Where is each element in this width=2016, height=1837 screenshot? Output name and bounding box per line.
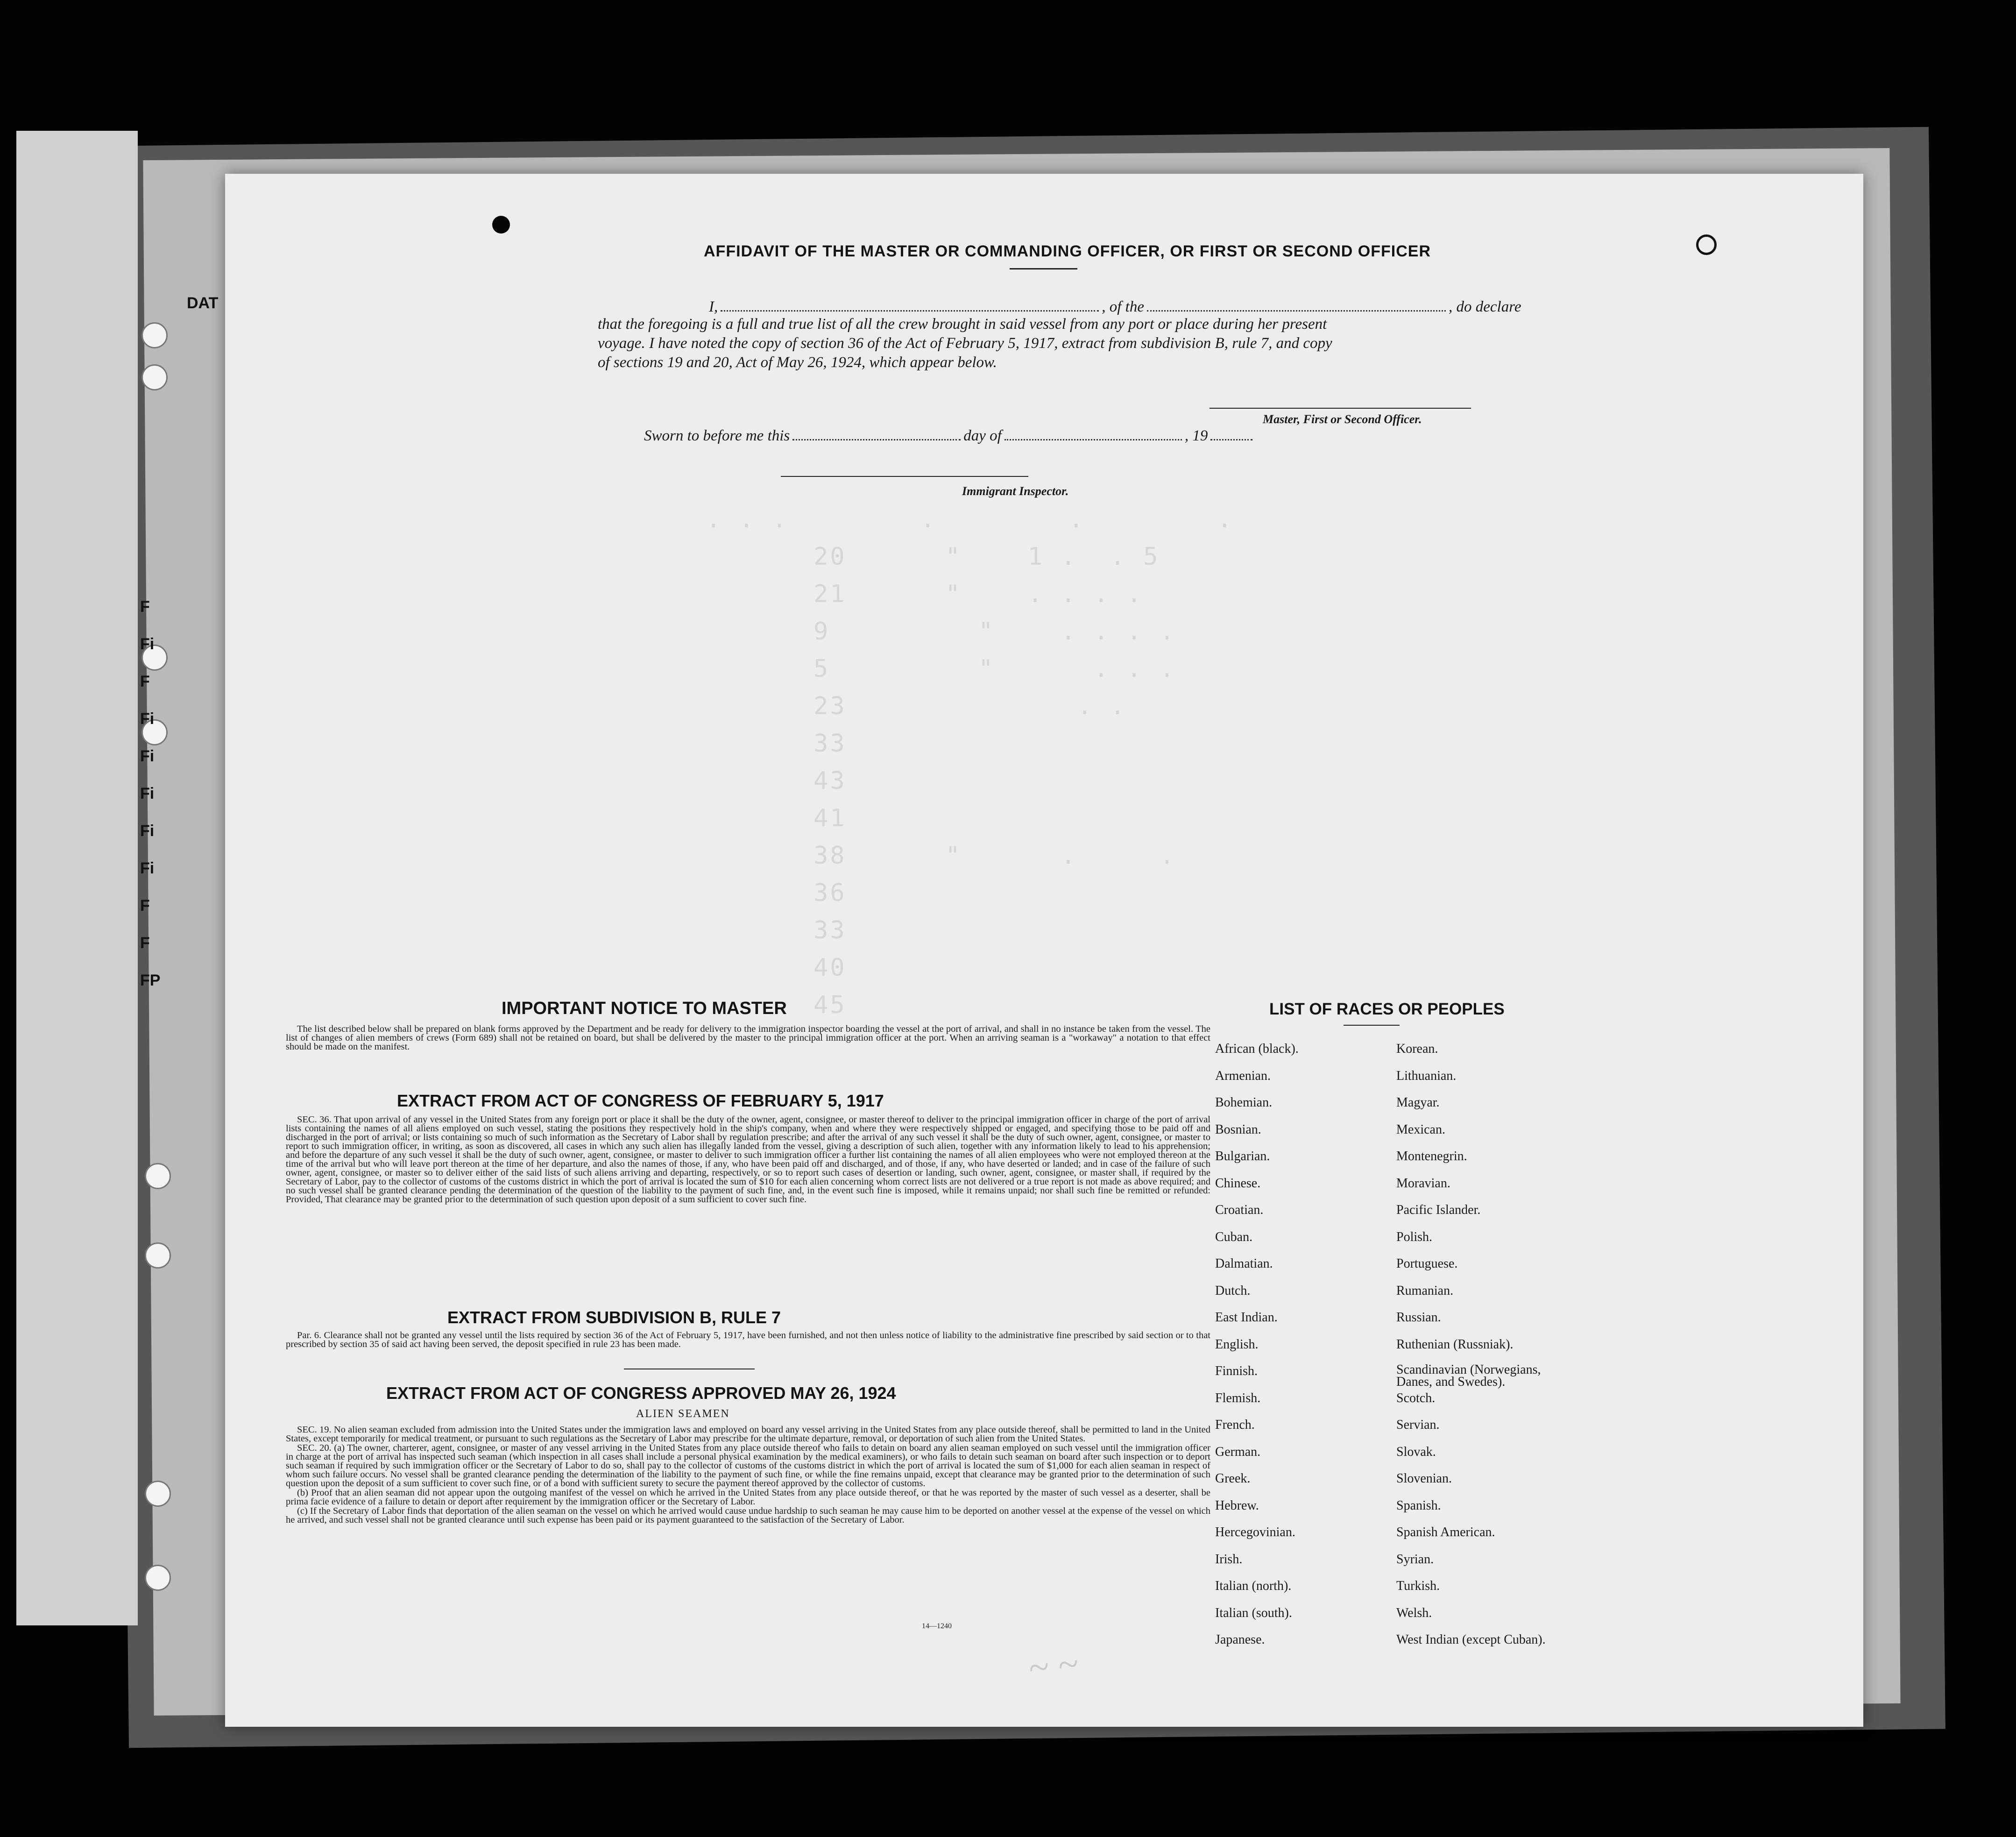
- race-item: Montenegrin.: [1396, 1149, 1467, 1163]
- binder-hole: [145, 1565, 171, 1591]
- race-item: Servian.: [1396, 1418, 1440, 1432]
- affidavit-title: AFFIDAVIT OF THE MASTER OR COMMANDING OFFICER, OR FIRST OR SECOND OFFICER: [704, 242, 1431, 260]
- strip-label: Fi: [140, 822, 155, 840]
- binder-hole: [145, 1163, 171, 1189]
- race-item: Bosnian.: [1215, 1122, 1261, 1137]
- race-item: East Indian.: [1215, 1310, 1278, 1325]
- left-page-strip: [16, 131, 138, 1625]
- race-item: Welsh.: [1396, 1605, 1432, 1620]
- race-item: Polish.: [1396, 1229, 1433, 1244]
- inspector-caption: Immigrant Inspector.: [962, 484, 1069, 498]
- races-title: LIST OF RACES OR PEOPLES: [1269, 1000, 1505, 1018]
- race-item: Scotch.: [1396, 1390, 1436, 1405]
- rule7-title: EXTRACT FROM SUBDIVISION B, RULE 7: [447, 1308, 781, 1327]
- race-item: Bohemian.: [1215, 1095, 1273, 1110]
- rule7-text: [286, 1331, 1210, 1349]
- rule7-paragraph: Par. 6. Clearance shall not be granted any vessel until the lists required by section 36 of the Act of February 5, 1917, have been furnished, and not then unless notice of liability to the administrative fine prescribed by said section or to that prescribed by section 35 of said act having been served, the deposit specified in rule 23 has been made.: [286, 1330, 1210, 1349]
- sworn-line: [644, 425, 1255, 445]
- race-item: African (black).: [1215, 1042, 1299, 1056]
- bleed-through-text: 45: [813, 991, 847, 1019]
- race-item: Slovenian.: [1396, 1471, 1452, 1486]
- race-item: Syrian.: [1396, 1552, 1434, 1567]
- strip-label: F: [140, 897, 150, 915]
- race-item: Moravian.: [1396, 1176, 1450, 1191]
- race-item: English.: [1215, 1337, 1259, 1352]
- strip-label: FP: [140, 972, 161, 989]
- race-item: Greek.: [1215, 1471, 1251, 1486]
- sworn-year: , 19: [1184, 427, 1208, 444]
- bleed-through-text: 41: [813, 804, 847, 832]
- race-item: Hercegovinian.: [1215, 1525, 1295, 1539]
- affidavit-line-3: voyage. I have noted the copy of section 36 of the Act of February 5, 1917, extract from subdivision B, rule 7, and copy: [598, 335, 1332, 352]
- race-item: Pacific Islander.: [1396, 1203, 1481, 1217]
- bleed-through-text: 43: [813, 767, 847, 795]
- binder-hole: [141, 322, 168, 348]
- race-item: Slovak.: [1396, 1444, 1436, 1459]
- races-left-column: [1215, 1042, 1299, 1660]
- race-item: Portuguese.: [1396, 1256, 1458, 1271]
- bleed-through-text: 36: [813, 879, 847, 907]
- bleed-through-text: 20 " 1 . . 5: [813, 543, 1160, 571]
- race-item: Croatian.: [1215, 1203, 1264, 1217]
- extract-1924-title: EXTRACT FROM ACT OF CONGRESS APPROVED MAY 26, 1924: [386, 1383, 896, 1403]
- notice-text: [286, 1025, 1210, 1052]
- vessel-blank[interactable]: [1147, 296, 1446, 312]
- punch-hole: [492, 216, 510, 234]
- affidavit-of-the: , of the: [1102, 298, 1144, 315]
- sec-20a-paragraph: SEC. 20. (a) The owner, charterer, agent, consignee, or master of any vessel arriving in the United States from any place outside thereof who fails to detain on board any alien seaman employed on such vessel until the immigration officer in charge at the port of arrival has inspected such seaman (which inspection in all cases shall include a personal physical examination by the medical examiners), or who fails to detain such seaman on board after such inspection or to deport such seaman if required by such immigration officer or the Secretary of Labor to do so, shall pay to the collector of customs of the customs district in which the port of arrival is located the sum of $1,000 for each alien seaman in respect of whom such failure occurs. No vessel shall be granted clearance pending the determination of the liability to the payment of such fine, or while the fine remains unpaid, except that clearance may be granted prior to the determination of such question upon the deposit of a sum sufficient to cover such fine, or of a bond with sufficient surety to secure the payment thereof approved by the collector of customs.: [286, 1443, 1210, 1489]
- race-item: Spanish American.: [1396, 1525, 1495, 1539]
- race-item: Dutch.: [1215, 1283, 1251, 1298]
- affidavit-declare: , do declare: [1448, 298, 1521, 315]
- race-item: Flemish.: [1215, 1390, 1261, 1405]
- binder-hole: [141, 364, 168, 390]
- bleed-through-text: 33: [813, 916, 847, 944]
- strip-label: F: [140, 598, 150, 616]
- bleed-through-text: 33: [813, 730, 847, 758]
- race-item: Italian (north).: [1215, 1579, 1292, 1593]
- sworn-day-of: day of: [963, 427, 1002, 444]
- race-item: German.: [1215, 1444, 1261, 1459]
- extract-1917-paragraph: SEC. 36. That upon arrival of any vessel in the United States from any foreign port or place it shall be the duty of the owner, agent, consignee, or master thereof to deliver to the principal immigration officer in charge of the port of arrival lists containing the names of all aliens employed on such vessel, stating the positions they respectively hold in the ship's company, when and where they were respectively shipped or engaged, and specifying those to be paid off and discharged in the port of arrival; or lists containing so much of such information as the Secretary of Labor shall by regulation prescribe; and after the arrival of any such vessel it shall be the duty of such owner, agent, consignee, or master to report to such immigration officer, in writing, as soon as discovered, all cases in which any such alien has illegally landed from the vessel, giving a description of such alien, together with any information likely to lead to his apprehension; and before the departure of any such vessel it shall be the duty of such owner, agent, consignee, or master to deliver to such immigration officer a further list containing the names of all alien employees who were not employed thereon at the time of the arrival but who will leave port thereon at the time of her departure, and also the names of those, if any, who have been paid off and discharged, and of those, if any, who have deserted or landed; and in case of the failure of such owner, agent, consignee, or master so to deliver either of the said lists of such aliens arriving and departing, respectively, or so to report such cases of desertion or landing, such owner, agent, consignee, or master shall, if required by the Secretary of Labor, pay to the collector of customs of the customs district in which the port of arrival is located the sum of $10 for each alien concerning whom correct lists are not delivered or a true report is not made as above required; and no such vessel shall be granted clearance pending the determination of the question of the liability to the payment of such fine, and, in the event such fine is imposed, while it remains unpaid; nor shall such fine be remitted or refunded: Provided, That clearance may be granted prior to the determination of such question upon deposit of a sum sufficient to cover such fine.: [286, 1114, 1210, 1205]
- race-item: Korean.: [1396, 1042, 1438, 1056]
- bleed-through-text: 5 " . . .: [813, 655, 1176, 683]
- sworn-year-blank[interactable]: [1210, 425, 1252, 440]
- bleed-through-text: 40: [813, 954, 847, 982]
- binder-hole: [145, 1242, 171, 1269]
- race-item: Russian.: [1396, 1310, 1441, 1325]
- race-item: Hebrew.: [1215, 1498, 1259, 1513]
- binder-hole: [145, 1481, 171, 1507]
- race-item: Magyar.: [1396, 1095, 1440, 1110]
- sworn-prefix: Sworn to before me this: [644, 427, 790, 444]
- extract-1917-text: [286, 1115, 1210, 1205]
- races-rule: [1344, 1025, 1400, 1026]
- race-item: Bulgarian.: [1215, 1149, 1270, 1163]
- races-right-column: [1396, 1042, 1555, 1660]
- strip-label: Fi: [140, 635, 155, 653]
- race-item: West Indian (except Cuban).: [1396, 1632, 1546, 1647]
- sec-19-paragraph: SEC. 19. No alien seaman excluded from admission into the United States under the immigration laws and employed on board any vessel arriving in the United States from any place outside thereof, shall be permitted to land in the United States, except temporarily for medical treatment, or pursuant to such regulations as the Secretary of Labor may prescribe for the ultimate departure, removal, or deportation of such alien from the United States.: [286, 1425, 1210, 1444]
- strip-label: Fi: [140, 710, 155, 728]
- inspector-signature-line: [781, 476, 1028, 477]
- race-item: Turkish.: [1396, 1579, 1440, 1593]
- extract-1917-title: EXTRACT FROM ACT OF CONGRESS OF FEBRUARY 5, 1917: [397, 1091, 884, 1110]
- form-number: 14—1240: [922, 1622, 952, 1630]
- race-item: Mexican.: [1396, 1122, 1445, 1137]
- strip-header: DAT: [187, 294, 219, 312]
- race-item: Italian (south).: [1215, 1605, 1292, 1620]
- bleed-through-text: 38 " . .: [813, 842, 1176, 870]
- sec-20c-paragraph: (c) If the Secretary of Labor finds that deportation of the alien seaman on the vessel on which he arrived would cause undue hardship to such seaman he may cause him to be deported on another vessel at the expense of the vessel on which he arrived, and such vessel shall not be granted clearance until such expense has been paid or its payment guaranteed to the satisfaction of the Secretary of Labor.: [286, 1506, 1210, 1525]
- strip-label: Fi: [140, 859, 155, 877]
- race-item: French.: [1215, 1418, 1255, 1432]
- race-item: Cuban.: [1215, 1229, 1253, 1244]
- race-item: Armenian.: [1215, 1068, 1271, 1083]
- race-item: Dalmatian.: [1215, 1256, 1273, 1271]
- sec-20b-paragraph: (b) Proof that an alien seaman did not appear upon the outgoing manifest of the vessel on which he arrived in the United States from any place outside thereof, or that he was reported by the master of such vessel as a deserter, shall be prima facie evidence of a failure to detain or deport after requirement by the immigration officer or the Secretary of Labor.: [286, 1488, 1210, 1507]
- master-signature-line: [1210, 408, 1471, 409]
- race-item: Scandinavian (Norwegians, Danes, and Swedes).: [1396, 1362, 1541, 1389]
- bleed-through-text: 23 . .: [813, 692, 1127, 720]
- race-item: Ruthenian (Russniak).: [1396, 1337, 1514, 1352]
- race-item: Irish.: [1215, 1552, 1243, 1567]
- strip-label: Fi: [140, 785, 155, 802]
- race-item: Finnish.: [1215, 1364, 1258, 1378]
- pencil-signature-mark: ~ ~: [1026, 1643, 1080, 1689]
- race-item: Rumanian.: [1396, 1283, 1454, 1298]
- notice-title: IMPORTANT NOTICE TO MASTER: [502, 999, 787, 1018]
- race-item: Chinese.: [1215, 1176, 1261, 1191]
- name-blank[interactable]: [721, 296, 1099, 312]
- race-item: Spanish.: [1396, 1498, 1441, 1513]
- notice-paragraph: The list described below shall be prepared on blank forms approved by the Department and be ready for delivery to the immigration inspector boarding the vessel at the port of arrival, and shall in no instance be taken from the vessel. The list of changes of alien members of crews (Form 689) shall not be retained on board, but shall be delivered by the master to the principal immigration officer at the port. When an arriving seaman is a "workaway" a notation to that effect should be made on the manifest.: [286, 1024, 1210, 1052]
- bleed-through-text: 21 " . . . .: [813, 580, 1144, 608]
- race-item: Lithuanian.: [1396, 1068, 1457, 1083]
- sworn-day-blank[interactable]: [792, 425, 961, 440]
- form-page: [225, 174, 1863, 1727]
- master-caption: Master, First or Second Officer.: [1263, 412, 1422, 426]
- affidavit-line-1: [658, 296, 1521, 316]
- strip-label: F: [140, 673, 150, 690]
- bleed-through-text: . . . . . .: [706, 505, 1234, 533]
- affidavit-line-4: of sections 19 and 20, Act of May 26, 1924, which appear below.: [598, 354, 997, 371]
- affidavit-line-2: that the foregoing is a full and true list of all the crew brought in said vessel from any port or place during her present: [598, 316, 1327, 333]
- strip-label: F: [140, 934, 150, 952]
- affidavit-i: I,: [709, 298, 718, 315]
- alien-seamen-subtitle: ALIEN SEAMEN: [636, 1408, 730, 1420]
- title-rule: [1010, 268, 1077, 270]
- bleed-through-text: 9 " . . . .: [813, 617, 1176, 645]
- sworn-month-blank[interactable]: [1004, 425, 1182, 440]
- extract-1924-text: [286, 1426, 1210, 1525]
- race-item: Japanese.: [1215, 1632, 1265, 1647]
- punch-hole-ring: [1696, 234, 1717, 255]
- strip-label: Fi: [140, 747, 155, 765]
